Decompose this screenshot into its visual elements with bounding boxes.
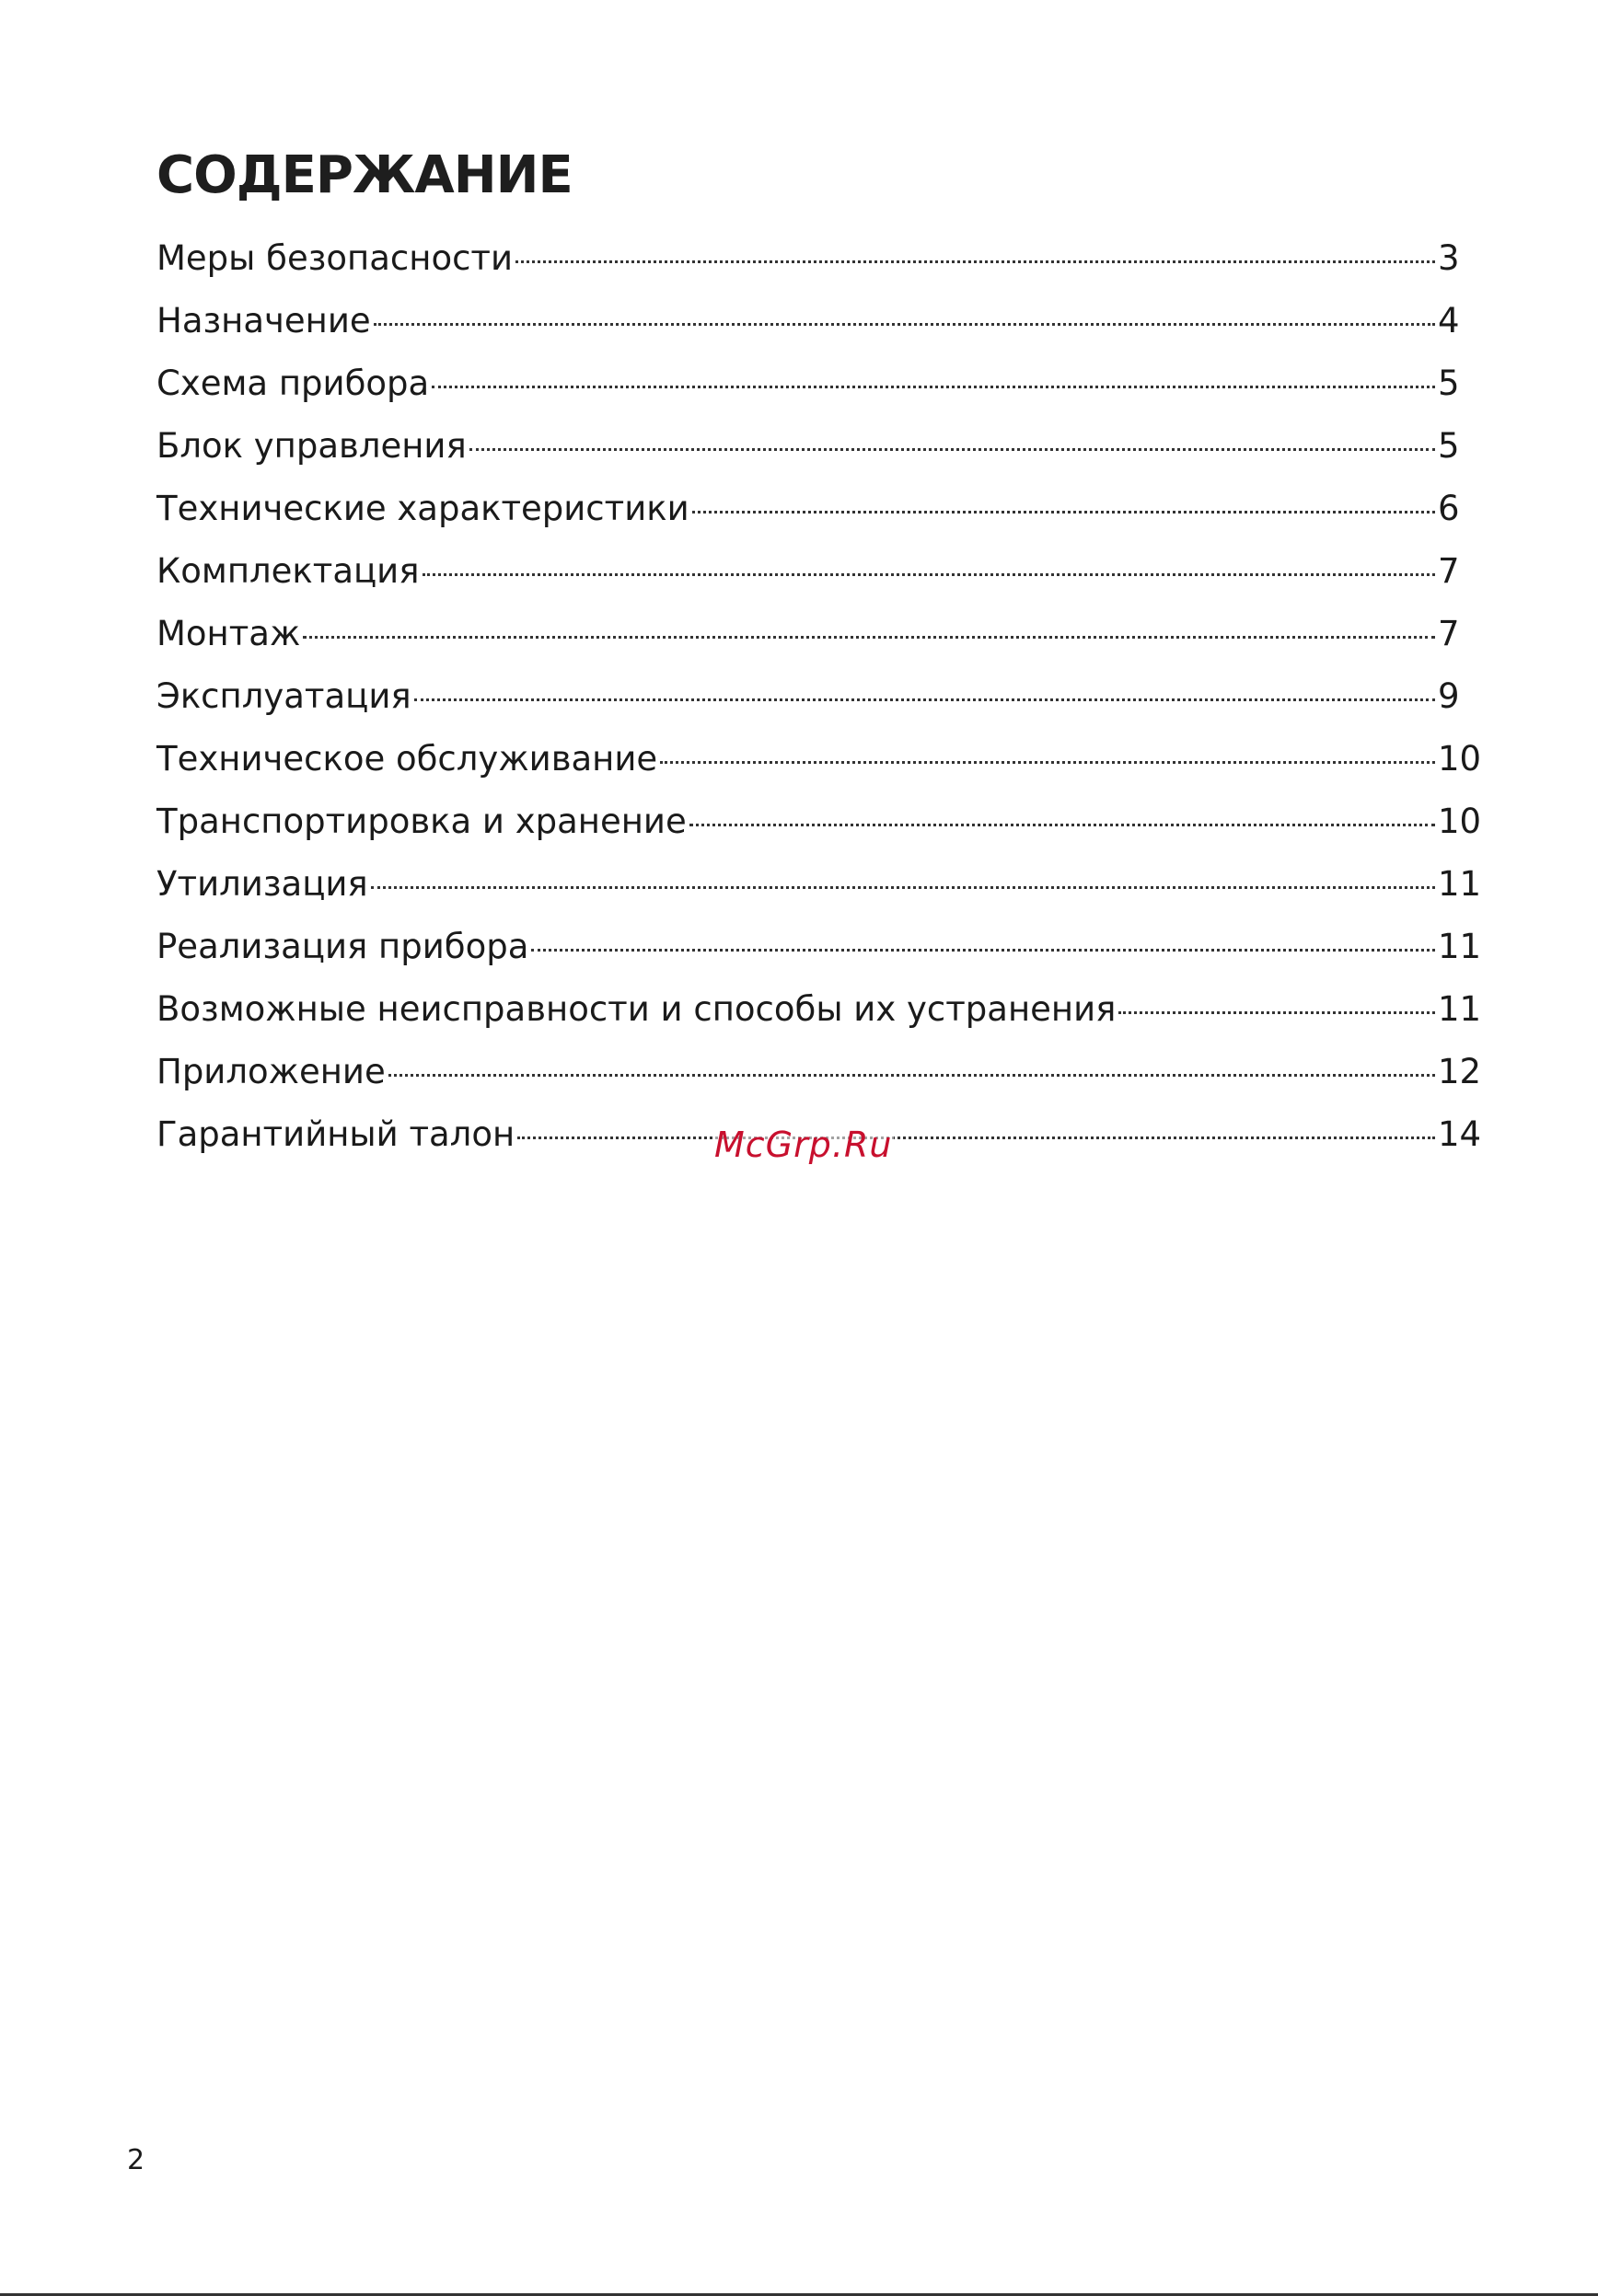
toc-entry[interactable] [156, 360, 1482, 422]
toc-entry-label: Эксплуатация [156, 676, 411, 716]
toc-entry-label: Назначение [156, 301, 371, 340]
toc-leader-dots [432, 386, 1435, 388]
toc-leader-dots [660, 761, 1435, 764]
toc-entry[interactable] [156, 1048, 1482, 1111]
toc-entry-label: Приложение [156, 1052, 386, 1091]
toc-entry-page: 7 [1438, 551, 1460, 591]
toc-entry-page: 14 [1438, 1114, 1482, 1154]
toc-entry-page: 11 [1438, 927, 1482, 966]
toc-entry-page: 10 [1438, 739, 1482, 779]
toc-leader-dots [689, 824, 1435, 826]
page-number: 2 [127, 2144, 145, 2176]
toc-leader-dots [414, 698, 1435, 701]
toc-entry[interactable] [156, 673, 1482, 735]
watermark: McGrp.Ru [714, 1125, 893, 1165]
toc-entry[interactable] [156, 548, 1482, 610]
toc-leader-dots [303, 636, 1435, 639]
toc-entry[interactable] [156, 485, 1482, 548]
toc-entry[interactable] [156, 860, 1482, 923]
toc-entry-page: 7 [1438, 614, 1460, 653]
toc-leader-dots [469, 448, 1435, 451]
toc-leader-dots [517, 1136, 1435, 1139]
toc-leader-dots [388, 1074, 1435, 1077]
toc-entry[interactable] [156, 610, 1482, 673]
toc-entry-page: 5 [1438, 363, 1460, 403]
page-title: СОДЕРЖАНИЕ [156, 145, 573, 205]
toc-entry-page: 11 [1438, 989, 1482, 1029]
toc-entry[interactable] [156, 986, 1482, 1048]
toc-leader-dots [371, 886, 1435, 889]
toc-entry-page: 10 [1438, 802, 1482, 841]
toc-leader-dots [515, 260, 1435, 263]
table-of-contents [156, 235, 1482, 1173]
toc-leader-dots [374, 323, 1435, 326]
toc-entry-page: 9 [1438, 676, 1460, 716]
toc-entry[interactable] [156, 798, 1482, 860]
toc-entry-page: 12 [1438, 1052, 1482, 1091]
toc-entry-label: Транспортировка и хранение [156, 802, 687, 841]
toc-entry-label: Монтаж [156, 614, 301, 653]
toc-entry-label: Комплектация [156, 551, 420, 591]
toc-leader-dots [1118, 1011, 1435, 1014]
toc-leader-dots [531, 949, 1435, 952]
toc-entry[interactable] [156, 923, 1482, 986]
toc-entry[interactable] [156, 735, 1482, 798]
toc-entry-page: 6 [1438, 489, 1460, 528]
toc-entry-page: 4 [1438, 301, 1460, 340]
toc-entry-page: 5 [1438, 426, 1460, 466]
toc-leader-dots [692, 511, 1435, 513]
toc-entry-label: Реализация прибора [156, 927, 529, 966]
toc-entry-page: 3 [1438, 238, 1460, 278]
toc-entry[interactable] [156, 422, 1482, 485]
toc-entry-label: Блок управления [156, 426, 467, 466]
toc-entry-page: 11 [1438, 864, 1482, 904]
toc-entry[interactable] [156, 235, 1482, 297]
toc-leader-dots [423, 573, 1436, 576]
toc-entry-label: Гарантийный талон [156, 1114, 515, 1154]
toc-entry-label: Схема прибора [156, 363, 430, 403]
toc-entry-label: Возможные неисправности и способы их устранения [156, 989, 1117, 1029]
toc-entry-label: Техническое обслуживание [156, 739, 658, 779]
toc-entry-label: Утилизация [156, 864, 368, 904]
toc-entry[interactable] [156, 297, 1482, 360]
toc-entry-label: Технические характеристики [156, 489, 689, 528]
toc-entry-label: Меры безопасности [156, 238, 514, 278]
